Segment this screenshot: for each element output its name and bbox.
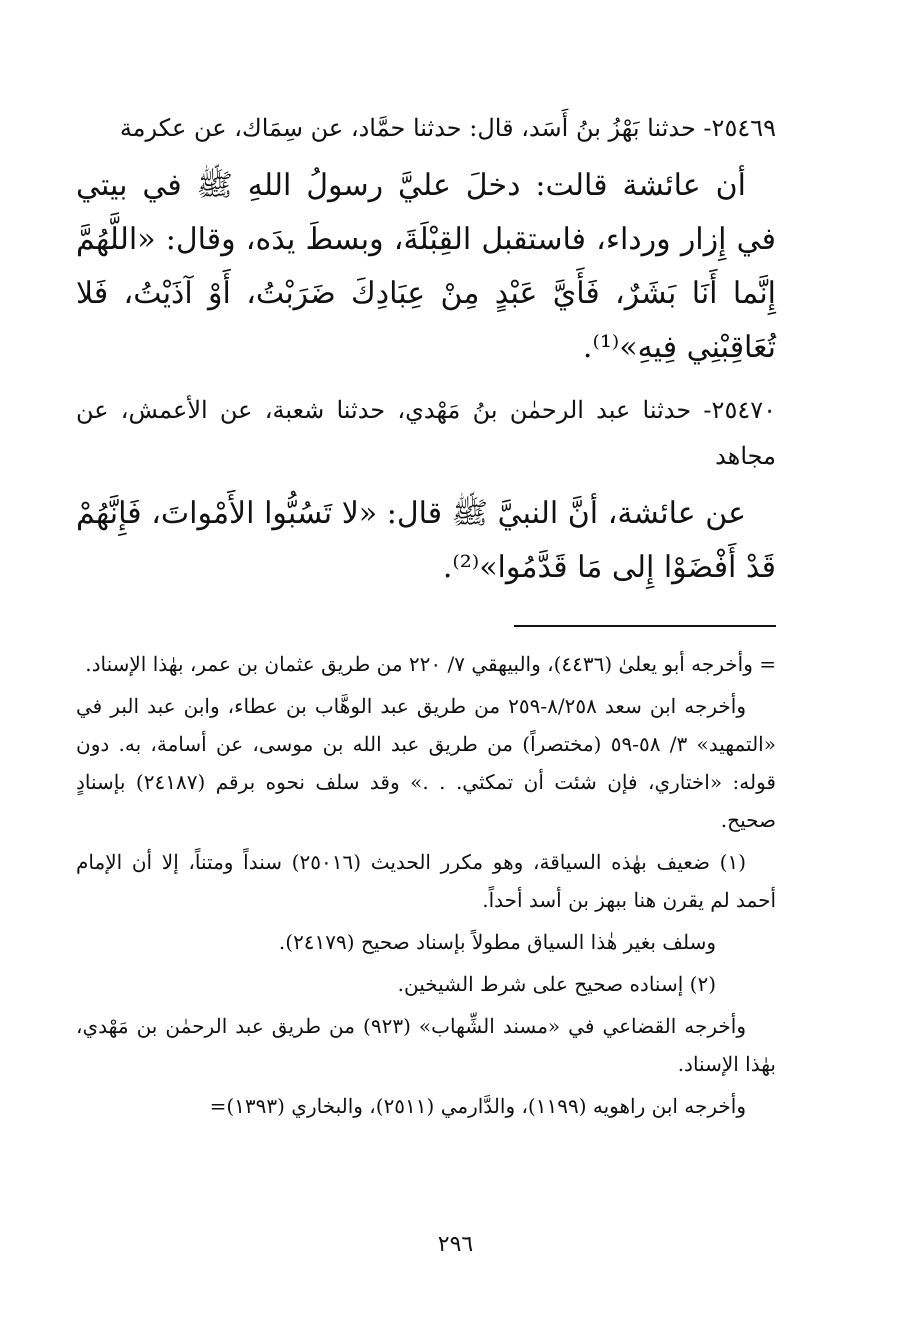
footnote-1: (١) ضعيف بهٰذه السياقة، وهو مكرر الحديث (٢٥٠١٦) سنداً ومتناً، إلا أن الإمام أحمد لم يقرن هنا ببهز بن أسد أحداً. [76, 850, 776, 912]
page-body [76, 105, 776, 1129]
footnote-continuation: = وأخرجه أبو يعلىٰ (٤٤٣٦)، والبيهقي ٧/ ٢٢٠ من طريق عثمان بن عمر، بهٰذا الإسناد. [85, 652, 776, 676]
hadith-2-isnad: ٢٥٤٧٠- حدثنا عبد الرحمٰن بنُ مَهْدي، حدثنا شعبة، عن الأعمش، عن مجاهد [76, 396, 776, 470]
footnote-2-continues: وأخرجه ابن راهويه (١١٩٩)، والدَّارمي (٢٥١١)، والبخاري (١٣٩٣)= [209, 1094, 746, 1118]
footnote-separator [514, 625, 776, 627]
footnote-1-extra: وسلف بغير هٰذا السياق مطولاً بإسناد صحيح (٢٤١٧٩). [278, 930, 716, 954]
hadith-1-isnad: ٢٥٤٦٩- حدثنا بَهْزُ بنُ أَسَد، قال: حدثنا حمَّاد، عن سِمَاك، عن عكرمة [119, 114, 776, 142]
hadith-1-matn: أن عائشة قالت: دخلَ عليَّ رسولُ اللهِ ﷺ في بيتي في إِزار ورداء، فاستقبل القِبْلَةَ، وبسطَ يدَه، وقال: «اللَّهُمَّ إِنَّما أَنَا بَشَرٌ، فَأَيَّ عَبْدٍ مِنْ عِبَادِكَ ضَرَبْتُ، أَوْ آذَيْتُ، فَلا تُعَاقِبْنِي فِيهِ»⁽¹⁾. [76, 168, 776, 365]
footnote-paragraph: وأخرجه ابن سعد ٨/٢٥٨-٢٥٩ من طريق عبد الوهَّاب بن عطاء، وابن عبد البر في «التمهيد» ٣/ ٥٨-٥٩ (مختصراً) من طريق عبد الله بن موسى، عن أسامة، به. دون قوله: «اختاري، فإن شئت أن تمكثي. . .» وقد سلف نحوه برقم (٢٤١٨٧) بإسنادٍ صحيح. [76, 694, 776, 832]
footnote-2: (٢) إسناده صحيح على شرط الشيخين. [397, 972, 716, 996]
page-number: ٢٩٦ [437, 1232, 474, 1257]
hadith-2-matn: عن عائشة، أنَّ النبيَّ ﷺ قال: «لا تَسُبُّوا الأَمْواتَ، فَإِنَّهُمْ قَدْ أَفْضَوْا إِلى مَا قَدَّمُوا»⁽²⁾. [76, 496, 776, 585]
footnote-2-source: وأخرجه القضاعي في «مسند الشِّهاب» (٩٢٣) من طريق عبد الرحمٰن بن مَهْدي، بهٰذا الإسناد. [76, 1014, 776, 1076]
